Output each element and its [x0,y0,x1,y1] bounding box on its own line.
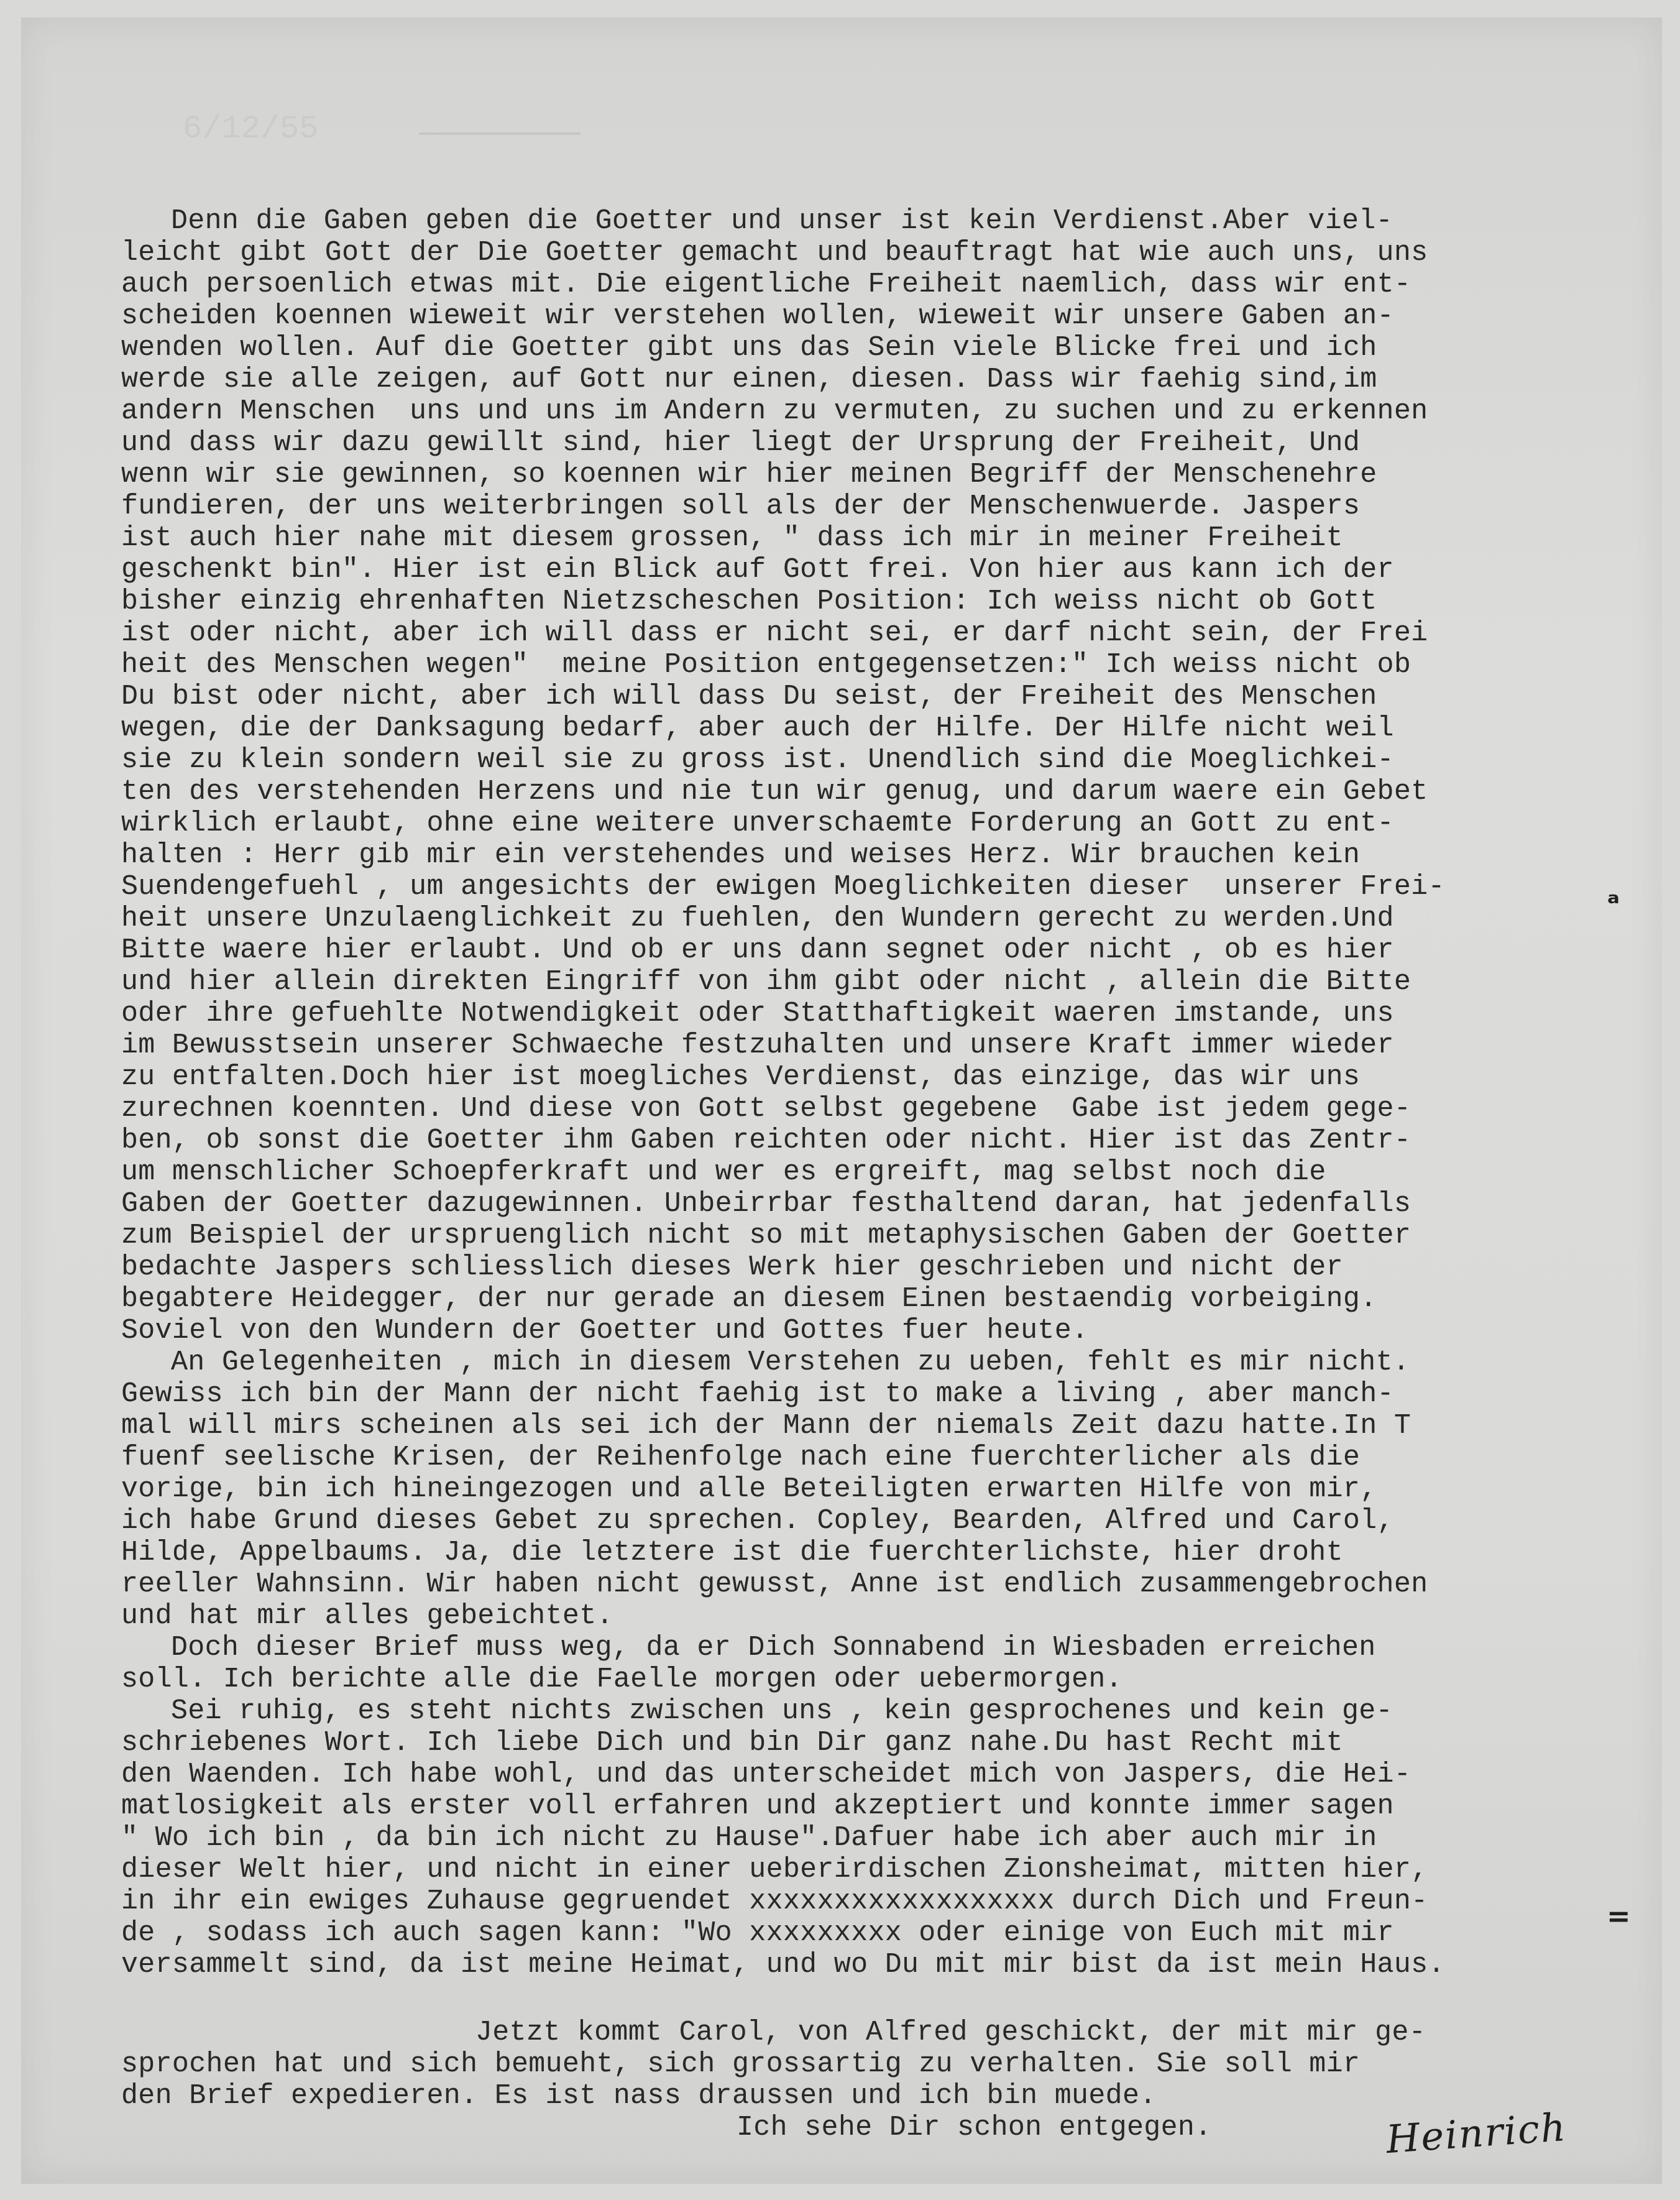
text-line: An Gelegenheiten , mich in diesem Verstehen zu ueben, fehlt es mir nicht. [171,1346,1410,1378]
text-line: wenn wir sie gewinnen, so koennen wir hier meinen Begriff der Menschenehre [121,459,1377,490]
bleed-through-mark [419,108,581,135]
bleed-through-header: 6/12/55 [183,111,319,147]
closing-paragraph [121,2017,1625,2112]
text-line: auch persoenlich etwas mit. Die eigentliche Freiheit naemlich, dass wir ent- [121,269,1411,300]
letter-paragraphs [121,205,1625,1981]
text-line: heit unsere Unzulaenglichkeit zu fuehlen, den Wundern gerecht zu werden.Und [121,903,1394,934]
text-line: de , sodass ich auch sagen kann: "Wo xxxxxxxxx oder einige von Euch mit mir [121,1917,1394,1949]
text-line: soll. Ich berichte alle die Faelle morgen oder uebermorgen. [121,1664,1122,1695]
text-line: schriebenes Wort. Ich liebe Dich und bin Dir ganz nahe.Du hast Recht mit [121,1727,1343,1759]
paragraph [121,1695,1625,1981]
text-line: leicht gibt Gott der Die Goetter gemacht und beauftragt hat wie auch uns, uns [121,237,1428,269]
text-line: bedachte Jaspers schliesslich dieses Werk hier geschrieben und nicht der [121,1251,1343,1283]
text-line: um menschlicher Schoepferkraft und wer es ergreift, mag selbst noch die [121,1156,1326,1188]
text-line: Suendengefuehl , um angesichts der ewigen Moeglichkeiten dieser unserer Frei- [121,871,1445,903]
text-line: reeller Wahnsinn. Wir haben nicht gewusst, Anne ist endlich zusammengebrochen [121,1568,1428,1600]
text-line: Denn die Gaben geben die Goetter und unser ist kein Verdienst.Aber viel- [171,205,1393,237]
text-line: und dass wir dazu gewillt sind, hier liegt der Ursprung der Freiheit, Und [121,427,1361,459]
text-line: dieser Welt hier, und nicht in einer ueberirdischen Zionsheimat, mitten hier, [121,1854,1428,1885]
text-line: wenden wollen. Auf die Goetter gibt uns das Sein viele Blicke frei und ich [121,332,1377,364]
text-line: wirklich erlaubt, ohne eine weitere unverschaemte Forderung an Gott zu ent- [121,808,1394,839]
letter-body [121,205,1625,2143]
paragraph [121,1346,1625,1632]
text-line: oder ihre gefuehlte Notwendigkeit oder Statthaftigkeit waeren imstande, uns [121,998,1394,1029]
text-line: Du bist oder nicht, aber ich will dass Du seist, der Freiheit des Menschen [121,681,1377,712]
text-line: und hat mir alles gebeichtet. [121,1600,613,1632]
text-line: Sei ruhig, es steht nichts zwischen uns , kein gesprochenes und kein ge- [171,1695,1393,1727]
text-line: sie zu klein sondern weil sie zu gross ist. Unendlich sind die Moeglichkei- [121,744,1394,776]
text-line: mal will mirs scheinen als sei ich der Mann der niemals Zeit dazu hatte.In T [121,1410,1411,1442]
margin-hyphen-mark: = [1607,1899,1631,1933]
closing-greeting: Ich sehe Dir schon entgegen. [737,2112,1212,2143]
paragraph [121,205,1625,1346]
text-line: zurechnen koennten. Und diese von Gott selbst gegebene Gabe ist jedem gege- [121,1093,1411,1125]
text-line: scheiden koennen wieweit wir verstehen wollen, wieweit wir unsere Gaben an- [121,300,1394,332]
text-line: vorige, bin ich hineingezogen und alle Beteiligten erwarten Hilfe von mir, [121,1473,1377,1505]
text-line: ist auch hier nahe mit diesem grossen, " dass ich mir in meiner Freiheit [121,522,1343,554]
text-line: andern Menschen uns und uns im Andern zu vermuten, zu suchen und zu erkennen [121,395,1428,427]
closing-line: Jetzt kommt Carol, von Alfred geschickt, der mit mir ge- [475,2017,1426,2048]
text-line: zum Beispiel der urspruenglich nicht so mit metaphysischen Gaben der Goetter [121,1220,1411,1251]
text-line: versammelt sind, da ist meine Heimat, und wo Du mit mir bist da ist mein Haus. [121,1949,1445,1981]
closing-line: den Brief expedieren. Es ist nass draussen und ich bin muede. [121,2080,1157,2112]
paragraph [121,1632,1625,1695]
margin-correction-mark: ᵃ [1607,886,1620,919]
text-line: fuenf seelische Krisen, der Reihenfolge nach eine fuerchterlicher als die [121,1442,1361,1473]
text-line: ich habe Grund dieses Gebet zu sprechen. Copley, Bearden, Alfred und Carol, [121,1505,1394,1537]
text-line: " Wo ich bin , da bin ich nicht zu Hause".Dafuer habe ich aber auch mir in [121,1822,1377,1854]
text-line: im Bewusstsein unserer Schwaeche festzuhalten und unsere Kraft immer wieder [121,1029,1394,1061]
text-line: geschenkt bin". Hier ist ein Blick auf Gott frei. Von hier aus kann ich der [121,554,1394,586]
text-line: halten : Herr gib mir ein verstehendes und weises Herz. Wir brauchen kein [121,839,1361,871]
text-line: ten des verstehenden Herzens und nie tun wir genug, und darum waere ein Gebet [121,776,1428,808]
closing-line: sprochen hat und sich bemueht, sich grossartig zu verhalten. Sie soll mir [121,2048,1361,2080]
text-line: Bitte waere hier erlaubt. Und ob er uns dann segnet oder nicht , ob es hier [121,934,1394,966]
text-line: Gaben der Goetter dazugewinnen. Unbeirrbar festhaltend daran, hat jedenfalls [121,1188,1411,1220]
text-line: in ihr ein ewiges Zuhause gegruendet xxxxxxxxxxxxxxxxxx durch Dich und Freun- [121,1885,1428,1917]
text-line: den Waenden. Ich habe wohl, und das unterscheidet mich von Jaspers, die Hei- [121,1759,1411,1790]
text-line: heit des Menschen wegen" meine Position entgegensetzen:" Ich weiss nicht ob [121,649,1411,681]
text-line: bisher einzig ehrenhaften Nietzscheschen Position: Ich weiss nicht ob Gott [121,586,1377,617]
paragraph-gap [121,1981,1625,2017]
text-line: Gewiss ich bin der Mann der nicht faehig ist to make a living , aber manch- [121,1378,1394,1410]
text-line: matlosigkeit als erster voll erfahren und akzeptiert und konnte immer sagen [121,1790,1394,1822]
text-line: begabtere Heidegger, der nur gerade an diesem Einen bestaendig vorbeiging. [121,1283,1377,1315]
text-line: ist oder nicht, aber ich will dass er nicht sei, er darf nicht sein, der Frei [121,617,1428,649]
text-line: wegen, die der Danksagung bedarf, aber auch der Hilfe. Der Hilfe nicht weil [121,712,1394,744]
text-line: zu entfalten.Doch hier ist moegliches Verdienst, das einzige, das wir uns [121,1061,1361,1093]
text-line: und hier allein direkten Eingriff von ihm gibt oder nicht , allein die Bitte [121,966,1411,998]
text-line: fundieren, der uns weiterbringen soll als der der Menschenwuerde. Jaspers [121,490,1361,522]
text-line: Hilde, Appelbaums. Ja, die letztere ist die fuerchterlichste, hier droht [121,1537,1343,1568]
text-line: werde sie alle zeigen, auf Gott nur einen, diesen. Dass wir faehig sind,im [121,364,1377,395]
handwritten-signature: Heinrich [1384,2104,1568,2163]
text-line: Doch dieser Brief muss weg, da er Dich Sonnabend in Wiesbaden erreichen [171,1632,1376,1664]
text-line: ben, ob sonst die Goetter ihm Gaben reichten oder nicht. Hier ist das Zentr- [121,1125,1411,1156]
text-line: Soviel von den Wundern der Goetter und Gottes fuer heute. [121,1315,1089,1346]
